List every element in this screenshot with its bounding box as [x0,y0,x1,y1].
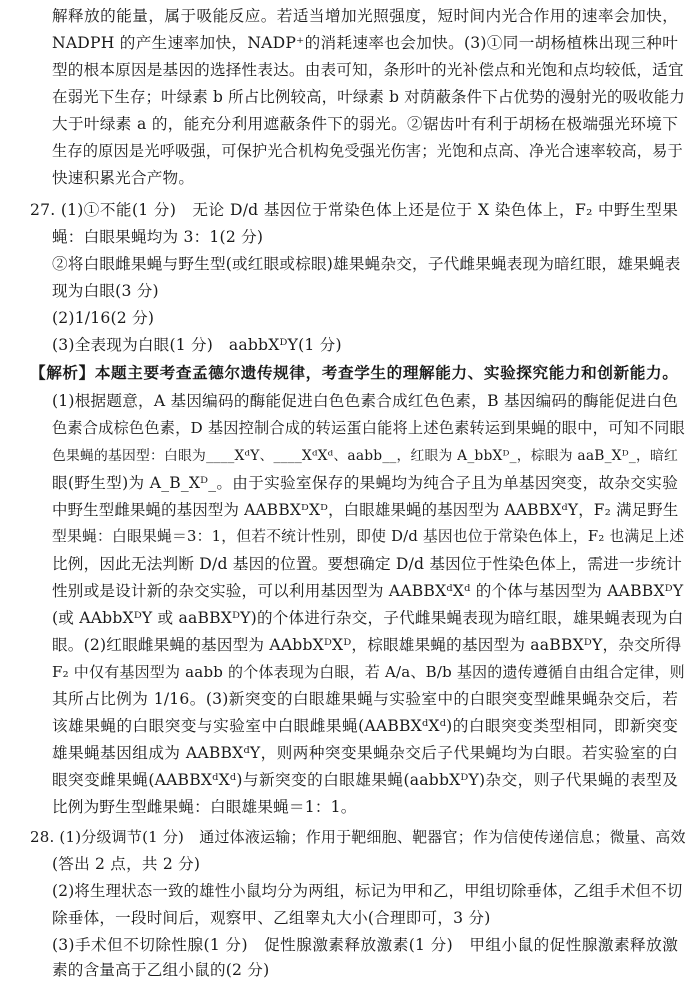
analysis-heading: 【解析】本题主要考查孟德尔遗传规律，考查学生的理解能力、实验探究能力和创新能力。 [30,363,678,382]
text-line: 色素合成棕色色素，D 基因控制合成的转运蛋白能将上述色素转运到果蝇的眼中，可知不同眼 [52,419,685,437]
text-line: (2)将生理状态一致的雄性小鼠均分为两组，标记为甲和乙，甲组切除垂体，乙组手术但不切 [52,882,683,900]
text-line: (2)1/16(2 分) [52,309,155,327]
text-line: 比例，因此无法判断 D/d 基因的位置。要想确定 D/d 基因位于性染色体上，需进一步统计 [52,555,683,573]
text-line: 快速积累光合产物。 [52,169,195,187]
text-line: 中野生型雌果蝇的基因型为 AABBXᴰXᴰ，白眼雄果蝇的基因型为 AABBXᵈY，F₂ 满足野生 [52,501,679,519]
text-line: 眼突变雌果蝇(AABBXᵈXᵈ)与新突变的白眼雄果蝇(aabbXᴰY)杂交，则子代果蝇的表型及 [52,771,678,789]
text-line: 解释放的能量，属于吸能反应。若适当增加光照强度，短时间内光合作用的速率会加快， [52,7,678,25]
text-line: 雄果蝇基因组成为 AABBXᵈY，则两种突变果蝇杂交后子代果蝇均为白眼。若实验室的白 [52,744,678,762]
text-line: 蝇：白眼果蝇均为 3：1(2 分) [52,228,264,246]
text-line: (3)全表现为白眼(1 分) aabbXᴰY(1 分) [52,336,342,354]
text-line: ②将白眼雌果蝇与野生型(或红眼或棕眼)雄果蝇杂交，子代雌果蝇表现为暗红眼，雄果蝇表 [52,255,681,273]
text-line: 其所占比例为 1/16。(3)新突变的白眼雄果蝇与实验室中的白眼突变型雌果蝇杂交后，若 [52,690,678,708]
text-line: 性别或是设计新的杂交实验，可以利用基因型为 AABBXᵈXᵈ 的个体与基因型为 AABBXᴰY [52,582,684,600]
question-28-line: 28. (1)分级调节(1 分) 通过体液运输；作用于靶细胞、靶器官；作为信使传递信息；微量、高效 [30,828,686,846]
text-line: NADPH 的产生速率加快，NADP⁺的消耗速率也会加快。(3)①同一胡杨植株出现三种叶 [52,34,678,52]
text-line: (答出 2 点，共 2 分) [52,855,201,873]
text-line: 型果蝇：白眼果蝇＝3：1，但若不统计性别，即使 D/d 基因也位于常染色体上，F₂ 也满足上述 [52,528,685,545]
question-27-line: 27. (1)①不能(1 分) 无论 D/d 基因位于常染色体上还是位于 X 染色体上，F₂ 中野生型果 [30,201,678,219]
text-line: 大于叶绿素 a 的，能充分利用遮蔽条件下的弱光。②锯齿叶有利于胡杨在极端强光环境下 [52,115,678,133]
text-line: (3)手术但不切除性腺(1 分) 促性腺激素释放激素(1 分) 甲组小鼠的促性腺激素释放激 [52,936,678,954]
text-line: 型的根本原因是基因的选择性表达。由表可知，条形叶的光补偿点和光饱和点均较低，适宜 [52,61,684,79]
text-line: 现为白眼(3 分) [52,282,159,300]
text-line: 比例为野生型雌果蝇：白眼雄果蝇＝1：1。 [52,798,357,816]
text-line: 在弱光下生存；叶绿素 b 所占比例较高，叶绿素 b 对荫蔽条件下占优势的漫射光的吸收能力 [52,88,685,106]
text-line: 眼(野生型)为 A_B_Xᴰ_。由于实验室保存的果蝇均为纯合子且为单基因突变，故杂交实验 [52,474,678,492]
text-line: 眼。(2)红眼雌果蝇的基因型为 AAbbXᴰXᴰ，棕眼雄果蝇的基因型为 aaBBXᴰY，杂交所得 [52,636,682,654]
text-line: (或 AAbbXᴰY 或 aaBBXᴰY)的个体进行杂交，子代雌果蝇表现为暗红眼，雄果蝇表现为白 [52,609,684,627]
text-line: 素的含量高于乙组小鼠的(2 分) [52,961,270,979]
text-line: 生存的原因是光呼吸强，可保护光合机构免受强光伤害；光饱和点高、净光合速率较高，易于 [52,142,683,160]
text-line: (1)根据题意，A 基因编码的酶能促进白色色素合成红色色素，B 基因编码的酶能促进白色 [52,392,678,410]
text-line: 除垂体，一段时间后，观察甲、乙组睾丸大小(合理即可，3 分) [52,909,491,927]
text-line: 色果蝇的基因型：白眼为____XᵈY、____XᵈXᵈ、aabb__，红眼为 A_bbXᴰ_，棕眼为 aaB_Xᴰ_，暗红 [52,448,678,464]
text-line: 该雄果蝇的白眼突变与实验室中白眼雌果蝇(AABBXᵈXᵈ)的白眼突变类型相同，即新突变 [52,717,678,735]
text-line: F₂ 中仅有基因型为 aabb 的个体表现为白眼，若 A/a、B/b 基因的遗传遵循自由组合定律，则 [52,663,685,681]
